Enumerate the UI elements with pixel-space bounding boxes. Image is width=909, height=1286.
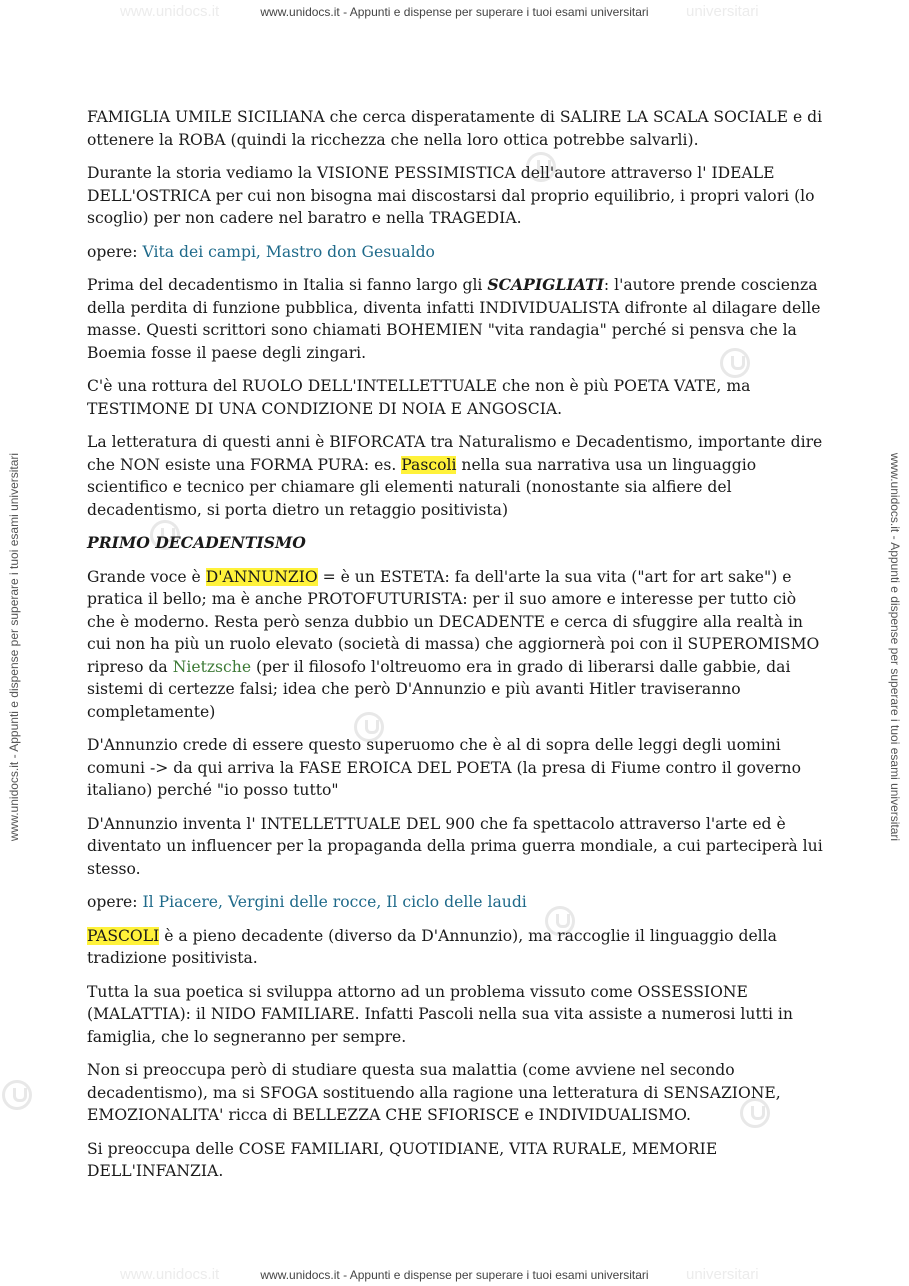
- section-heading: PRIMO DECADENTISMO: [87, 533, 306, 552]
- works-list: Il Piacere, Vergini delle rocce, Il ciclo delle laudi: [142, 893, 527, 911]
- paragraph: [87, 566, 827, 724]
- paragraph: C'è una rottura del RUOLO DELL'INTELLETTUALE che non è più POETA VATE, ma TESTIMONE DI UNA CONDIZIONE DI NOIA E ANGOSCIA.: [87, 377, 751, 418]
- text-span: è a pieno decadente (diverso da D'Annunzio), ma raccoglie il linguaggio della tradizione positivista.: [87, 926, 777, 967]
- document-body: [87, 106, 827, 1194]
- text-span: Prima del decadentismo in Italia si fanno largo gli: [87, 276, 488, 294]
- emphasis-scapigliati: SCAPIGLIATI: [487, 275, 604, 294]
- paragraph: Si preoccupa delle COSE FAMILIARI, QUOTIDIANE, VITA RURALE, MEMORIE DELL'INFANZIA.: [87, 1139, 718, 1180]
- paragraph: D'Annunzio inventa l' INTELLETTUALE DEL 900 che fa spettacolo attraverso l'arte ed è diventato un influencer per la propaganda della prima guerra mondiale, a cui parteciperà lui stesso.: [87, 814, 823, 878]
- works-list: Vita dei campi, Mastro don Gesualdo: [142, 242, 435, 261]
- text-span: (per il filosofo l'oltreuomo era in grado di liberarsi dalle gabbie, dai sistemi di certezze falsi; idea che però D'Annunzio e più avanti Hitler traviseranno completamente): [87, 657, 791, 721]
- works-line: [87, 891, 827, 914]
- watermark-ghost-right-bottom: universitari: [686, 1266, 759, 1283]
- watermark-bottom: www.unidocs.it - Appunti e dispense per superare i tuoi esami universitari: [260, 1268, 649, 1282]
- name-nietzsche: Nietzsche: [172, 657, 252, 676]
- paragraph: Tutta la sua poetica si sviluppa attorno ad un problema vissuto come OSSESSIONE (MALATTIA): il NIDO FAMILIARE. Infatti Pascoli nella sua vita assiste a numerosi lutti in famiglia, che lo segneranno per sempre.: [87, 982, 793, 1046]
- watermark-left: www.unidocs.it - Appunti e dispense per superare i tuoi esami universitari: [7, 452, 21, 842]
- highlight-pascoli: Pascoli: [401, 455, 457, 474]
- paragraph: D'Annunzio crede di essere questo superuomo che è al di sopra delle leggi degli uomini comuni -> da qui arriva la FASE EROICA DEL POETA (la presa di Fiume contro il governo italiano) perché "io posso tutto": [87, 736, 801, 799]
- watermark-right: www.unidocs.it - Appunti e dispense per superare i tuoi esami universitari: [888, 452, 902, 842]
- watermark-ghost-right: universitari: [686, 3, 759, 20]
- unidocs-logo-icon: [2, 1080, 32, 1110]
- works-label: opere:: [87, 893, 143, 911]
- watermark-ghost-left-bottom: www.unidocs.it: [120, 1266, 220, 1283]
- works-line: [87, 241, 827, 264]
- paragraph: FAMIGLIA UMILE SICILIANA che cerca disperatamente di SALIRE LA SCALA SOCIALE e di ottenere la ROBA (quindi la ricchezza che nella loro ottica potrebbe salvarli).: [87, 108, 823, 149]
- text-span: La letteratura di questi anni è BIFORCATA tra Naturalismo e Decadentismo, importante dire che NON esiste una FORMA PURA: es.: [87, 433, 823, 474]
- text-span: Grande voce è: [87, 567, 206, 586]
- paragraph: [87, 274, 827, 364]
- text-span: : l'autore prende coscienza della perdita di funzione pubblica, diventa infatti INDIVIDUALISTA difronte al dilagare delle masse. Questi scrittori sono chiamati BOHEMIEN "vita randagia" perché si pensva che la Boemia fosse il paese degli zingari.: [87, 276, 821, 362]
- watermark-top: www.unidocs.it - Appunti e dispense per superare i tuoi esami universitari: [260, 5, 649, 19]
- paragraph: [87, 925, 827, 970]
- watermark-ghost-left: www.unidocs.it: [120, 3, 220, 20]
- paragraph: Durante la storia vediamo la VISIONE PESSIMISTICA dell'autore attraverso l' IDEALE DELL'OSTRICA per cui non bisogna mai discostarsi dal proprio equilibrio, i propri valori (lo scoglio) per non cadere nel baratro e nella TRAGEDIA.: [87, 164, 815, 227]
- text-span: nella sua narrativa usa un linguaggio scientifico e tecnico per chiamare gli elementi naturali (nonostante sia alfiere del decadentismo, si porta dietro un retaggio positivista): [87, 455, 757, 519]
- paragraph: [87, 431, 827, 521]
- paragraph: Non si preoccupa però di studiare questa sua malattia (come avviene nel secondo decadentismo), ma si SFOGA sostituendo alla ragione una letteratura di SENSAZIONE, EMOZIONALITA' ricca di BELLEZZA CHE SFIORISCE e INDIVIDUALISMO.: [87, 1061, 781, 1124]
- text-span: = è un ESTETA: fa dell'arte la sua vita ("art for art sake") e pratica il bello; ma è anche PROTOFUTURISTA: per il suo amore e interesse per tutto ciò che è moderno. Resta però senza dubbio un DECADENTE e cerca di sfuggire alla realtà in cui non ha più un ruolo elevato (società di massa) che aggiornerà poi con il SUPEROMISMO ripreso da: [87, 567, 820, 676]
- works-label: opere:: [87, 242, 143, 261]
- highlight-pascoli-caps: PASCOLI: [87, 926, 160, 945]
- highlight-dannunzio: D'ANNUNZIO: [205, 567, 318, 586]
